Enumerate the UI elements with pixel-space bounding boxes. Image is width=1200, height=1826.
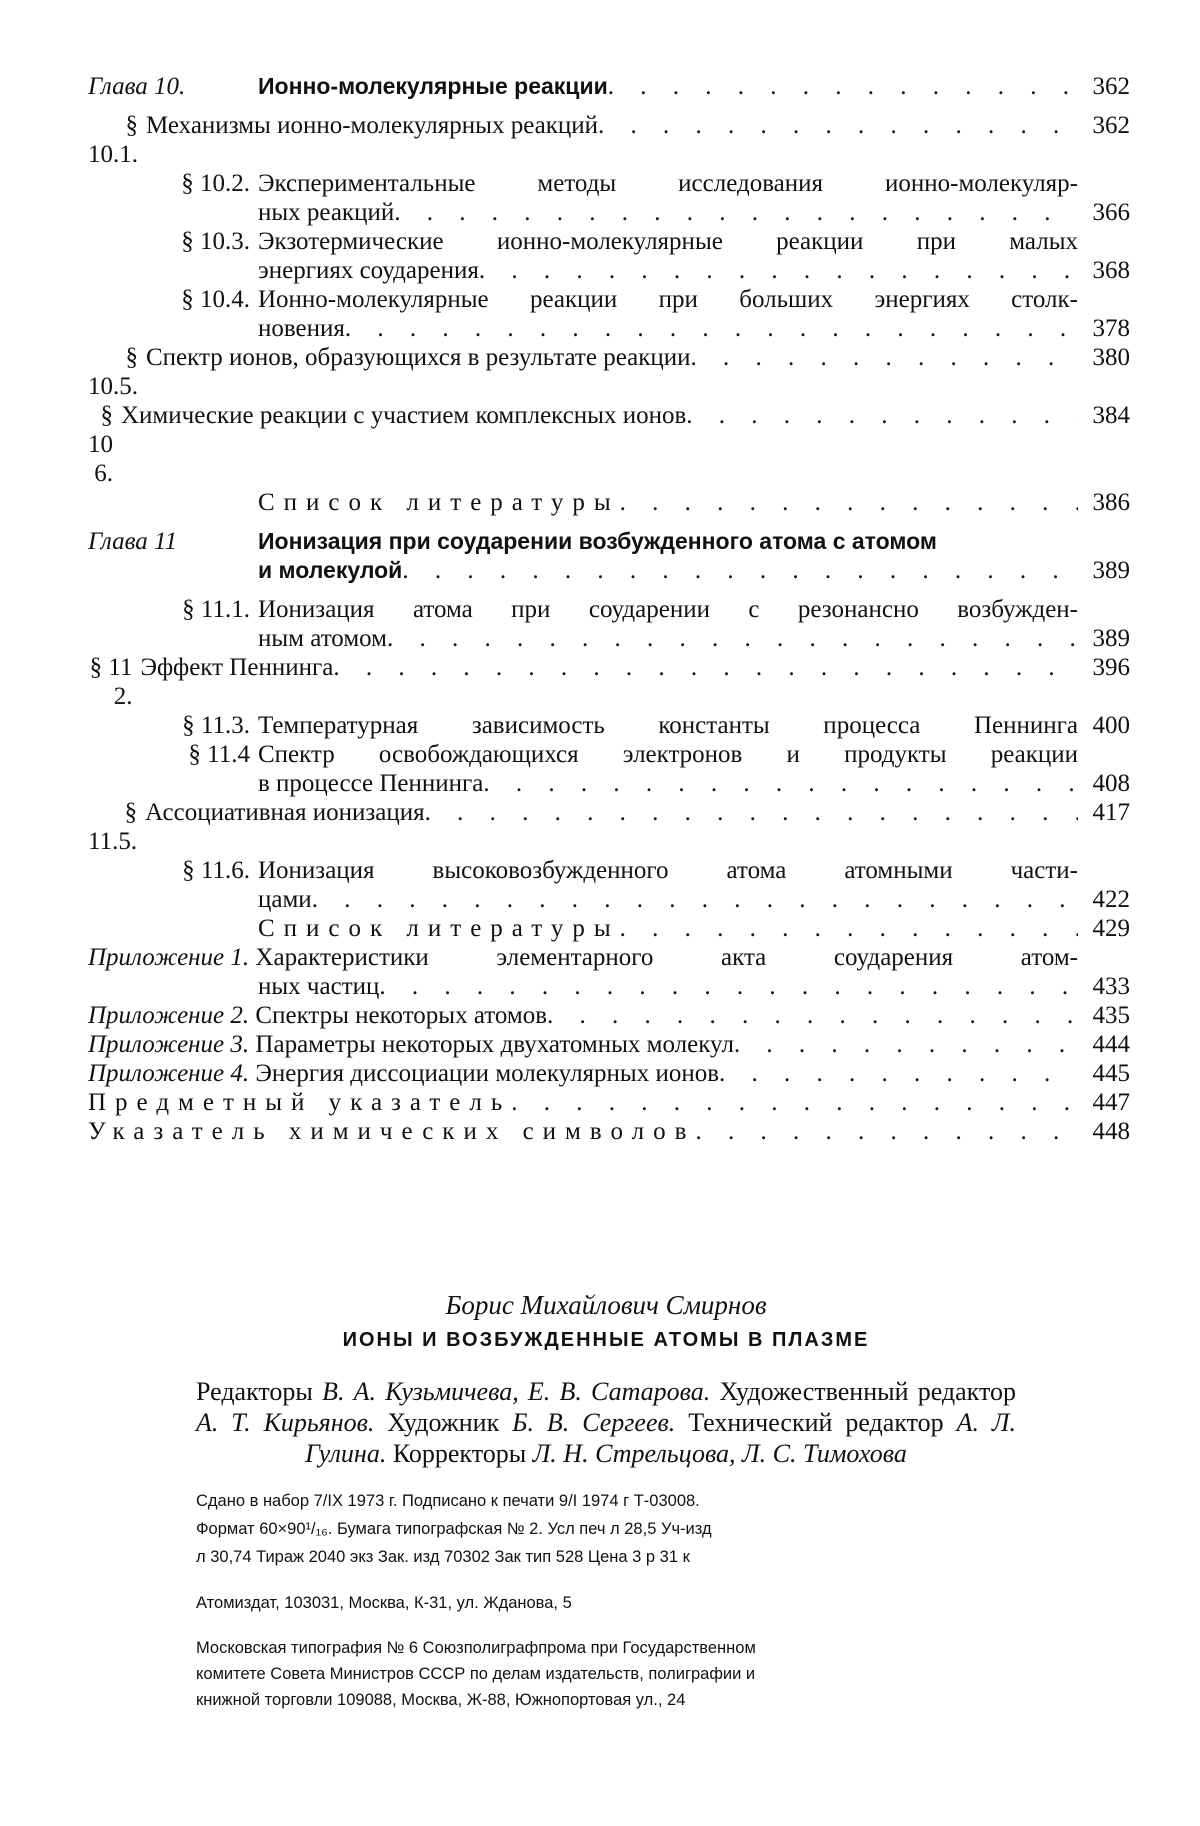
section-entry: § 11.4 Спектр освобождающихся электронов и продукты реакции в процессе Пеннинга . . . 408 <box>88 740 1130 798</box>
section-entry: § 10.4. Ионно-молекулярные реакции при больших энергиях столк- новения . . . 378 <box>88 285 1130 343</box>
section-entry: § 10.3. Экзотермические ионно-молекулярные реакции при малых энергиях соударения . . . 368 <box>88 227 1130 285</box>
section-entry: § 11.6. Ионизация высоковозбужденного атома атомными части- цами . . . 422 <box>88 856 1130 914</box>
literature-entry: Список литературы . . . 386 <box>88 488 1130 517</box>
index-entry: Указатель химических символов . . . 448 <box>88 1117 1130 1146</box>
author-name: Борис Михайлович Смирнов <box>445 1290 767 1320</box>
appendix-entry: Приложение 4. Энергия диссоциации молекулярных ионов . . . 445 <box>88 1059 1130 1088</box>
page-number: 362 <box>1092 73 1130 100</box>
printer-info-line: Московская типография № 6 Союзполиграфпрома при Государственном <box>196 1639 756 1657</box>
chapter-title: Ионизация при соударении возбужденного атома с атомом <box>258 528 937 554</box>
index-entry: Предметный указатель . . . 447 <box>88 1088 1130 1117</box>
chapter-label: Глава 10. <box>88 73 186 100</box>
book-title: ИОНЫ И ВОЗБУЖДЕННЫЕ АТОМЫ В ПЛАЗМЕ <box>342 1329 870 1351</box>
print-info-line: л 30,74 Тираж 2040 экз Зак. изд 70302 Зак тип 528 Цена 3 р 31 к <box>196 1548 690 1566</box>
publisher-address: Атомиздат, 103031, Москва, К-31, ул. Жданова, 5 <box>196 1594 572 1612</box>
chapter-10-entry <box>88 72 1130 101</box>
section-entry: § 10 6. Химические реакции с участием комплексных ионов . . . 384 <box>88 401 1130 488</box>
appendix-entry: Приложение 3. Параметры некоторых двухатомных молекул . . . 444 <box>88 1030 1130 1059</box>
chapter-title: Ионно-молекулярные реакции <box>258 73 608 99</box>
colophon <box>196 1290 1016 1713</box>
printer-info-line: комитете Совета Министров СССР по делам издательств, полиграфии и <box>196 1665 756 1683</box>
section-entry: § 10.1. Механизмы ионно-молекулярных реакций . . . 362 <box>88 111 1130 169</box>
chapter-label: Глава 11 <box>88 528 178 555</box>
section-entry: § 10.5. Спектр ионов, образующихся в результате реакции . . . 380 <box>88 343 1130 401</box>
chapter-11-entry: Глава 11 Ионизация при соударении возбужденного атома с атомом и молекулой . . . 389 <box>88 527 1130 585</box>
section-entry: § 11.5. Ассоциативная ионизация . . . 417 <box>88 798 1130 856</box>
table-of-contents <box>88 72 1130 1146</box>
appendix-entry: Приложение 2. Спектры некоторых атомов . . . 435 <box>88 1001 1130 1030</box>
appendix-entry: Приложение 1. Характеристики элементарного акта соударения атом- ных частиц . . . 433 <box>88 943 1130 1001</box>
editorial-credits: Редакторы В. А. Кузьмичева, Е. В. Сатарова. Художественный редактор А. Т. Кирьянов. Художник Б. В. Сергеев. Технический редактор А. Л. Гулина. Корректоры Л. Н. Стрельцова, Л. С. Тимохова <box>196 1377 1016 1468</box>
section-entry: § 10.2. Экспериментальные методы исследования ионно-молекуляр- ных реакций . . . 366 <box>88 169 1130 227</box>
section-entry: § 11 2. Эффект Пеннинга . . . 396 <box>88 653 1130 711</box>
printer-info-line: книжной торговли 109088, Москва, Ж-88, Южнопортовая ул., 24 <box>196 1691 686 1709</box>
print-info-line: Формат 60×90¹/₁₆. Бумага типографская № 2. Усл печ л 28,5 Уч-изд <box>196 1520 712 1538</box>
section-entry: § 11.3. Температурная зависимость константы процесса Пеннинга 400 <box>182 712 1130 739</box>
print-info-line: Сдано в набор 7/IX 1973 г. Подписано к печати 9/I 1974 г Т-03008. <box>196 1492 700 1510</box>
section-entry: § 11.1. Ионизация атома при соударении с резонансно возбужден- ным атомом . . . 389 <box>88 595 1130 653</box>
literature-entry: Список литературы . . . 429 <box>88 914 1130 943</box>
